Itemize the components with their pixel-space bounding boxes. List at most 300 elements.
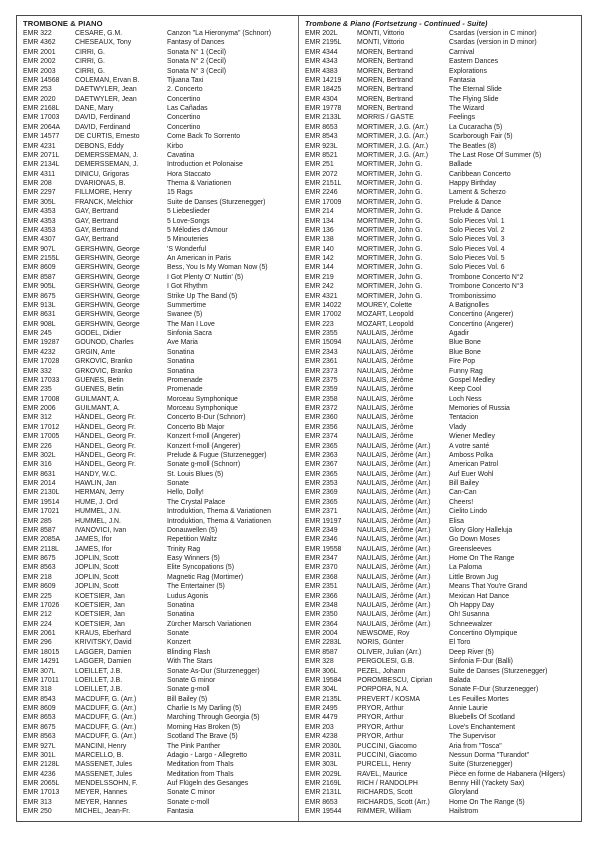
emr-number: EMR 4304 [305,95,338,103]
catalog-row [305,788,577,797]
emr-number: EMR 208 [23,180,52,187]
piece-title: Sonate C minor [167,789,215,797]
emr-number: EMR 2131L [305,789,342,797]
piece-title: Auf Flügeln des Gesanges [167,780,249,787]
piece-title: The Entertainer (5) [167,583,225,591]
catalog-row [305,132,577,141]
catalog-row [305,207,577,216]
composer-name: MORTIMER, John G. [357,226,423,234]
piece-title: Prelude & Dance [449,208,502,216]
piece-title: Feelings [449,114,476,122]
piece-title: 5 Mélodies d'Amour [167,226,228,234]
piece-title: La Cucaracha (5) [449,123,503,131]
emr-number: EMR 4343 [305,58,338,66]
catalog-row [23,235,294,244]
piece-title: Lament & Scherzo [449,189,506,197]
emr-number: EMR 302L [23,451,56,459]
composer-name: DINICU, Grigoras [75,170,129,178]
piece-title: Fantasia [167,808,194,816]
emr-number: EMR 2031L [305,751,342,759]
composer-name: GAY, Bertrand [75,208,119,216]
emr-number: EMR 2002 [23,58,56,66]
piece-title: Keep Cool [449,386,482,394]
emr-number: EMR 4236 [23,770,56,778]
composer-name: MOZART, Leopold [357,311,414,319]
piece-title: Elite Syncopations (5) [167,564,235,572]
column-right [299,16,581,821]
piece-title: Swanee (5) [167,311,203,319]
emr-number: EMR 301L [23,751,56,759]
catalog-row [305,273,577,282]
piece-title: Benny Hill (Yackety Sax) [449,780,525,787]
composer-name: CIRRI, G. [75,48,105,56]
emr-number: EMR 304L [305,686,338,694]
emr-number: EMR 2195L [305,39,342,47]
piece-title: Meditation from Thaïs [167,770,234,778]
catalog-row [23,329,294,338]
composer-name: NAULAIS, Jérôme [357,358,414,366]
composer-name: NAULAIS, Jérôme [357,367,414,375]
piece-title: Funny Rag [449,367,483,375]
column-left [17,16,299,821]
right-column-rows [305,29,577,817]
composer-name: HERMAN, Jerry [75,489,125,497]
catalog-row [305,498,577,507]
emr-number: EMR 2350 [305,611,338,619]
composer-name: GAY, Bertrand [75,226,119,234]
catalog-row [305,807,577,816]
composer-name: JOPLIN, Scott [75,573,119,581]
piece-title: Scarborough Fair (5) [449,133,513,141]
emr-number: EMR 2020 [23,95,56,103]
composer-name: DEBONS, Eddy [75,142,124,150]
piece-title: Little Brown Jug [449,573,499,581]
emr-number: EMR 2061 [23,630,56,637]
catalog-row [305,104,577,113]
emr-number: EMR 4344 [305,48,338,56]
composer-name: HÄNDEL, Georg Fr. [75,433,136,441]
emr-number: EMR 318 [23,686,52,694]
composer-name: HANDY, W.C. [75,470,117,478]
piece-title: 5 Liebeslieder [167,208,210,216]
emr-number: EMR 2355 [305,330,338,337]
emr-number: EMR 2071L [23,151,60,159]
catalog-row [23,488,294,497]
piece-title: Explorations [449,67,487,75]
emr-number: EMR 2297 [23,189,56,197]
emr-number: EMR 8587 [23,273,56,281]
piece-title: The Wizard [449,105,485,112]
piece-title: Solo Pieces Vol. 3 [449,236,505,244]
composer-name: FILLMORE, Henry [75,189,132,197]
composer-name: LOEILLET, J.B. [75,676,123,684]
catalog-row [305,676,577,685]
piece-title: Marching Through Georgia (5) [167,714,260,722]
piece-title: Blue Bone [449,339,481,347]
emr-number: EMR 8609 [23,705,56,712]
piece-title: Introduction et Polonaise [167,161,243,169]
emr-number: EMR 8543 [305,133,338,141]
piece-title: 5 Love-Songs [167,217,210,225]
piece-title: Strike Up The Band (5) [167,292,238,300]
composer-name: NAULAIS, Jérôme (Arr.) [357,620,431,628]
emr-number: EMR 17028 [23,358,60,366]
catalog-row [23,807,294,816]
composer-name: COLEMAN, Ervan B. [75,76,140,84]
piece-title: Fire Pop [449,358,476,366]
composer-name: DAETWYLER, Jean [75,86,137,94]
composer-name: MOZART, Leopold [357,320,414,328]
emr-number: EMR 2372 [305,405,338,412]
emr-number: EMR 2168L [23,105,60,112]
composer-name: MONTI, Vittorio [357,30,405,37]
composer-name: NAULAIS, Jérôme (Arr.) [357,536,431,544]
emr-number: EMR 4231 [23,142,56,150]
composer-name: PUCCINI, Giacomo [357,742,417,750]
right-column-header: Trombone & Piano (Fortsetzung - Continued - Suite) [305,19,488,28]
composer-name: NAULAIS, Jérôme [357,386,414,394]
piece-title: Sonatina [167,611,195,619]
emr-number: EMR 19558 [305,545,342,553]
catalog-row [23,592,294,601]
piece-title: Introduktion, Thema & Variationen [167,517,271,525]
emr-number: EMR 17012 [23,423,60,431]
composer-name: MACDUFF, G. (Arr.) [75,723,137,731]
emr-number: EMR 2135L [305,695,342,703]
piece-title: Sonata N° 3 (Cecil) [167,67,227,75]
piece-title: Les Feuilles Mortes [449,695,509,703]
emr-number: EMR 285 [23,517,52,525]
left-column-header: TROMBONE & PIANO [23,19,103,28]
catalog-row [23,657,294,666]
piece-title: The Beatles (8) [449,142,497,150]
piece-title: Elisa [449,517,464,525]
emr-number: EMR 251 [305,161,334,169]
catalog-row [23,442,294,451]
catalog-row [305,610,577,619]
emr-number: EMR 2343 [305,348,338,356]
composer-name: NAULAIS, Jérôme (Arr.) [357,611,431,619]
emr-number: EMR 14219 [305,76,342,84]
emr-number: EMR 2155L [23,255,60,262]
piece-title: Csardas (version in C minor) [449,30,537,37]
catalog-row [305,620,577,629]
emr-number: EMR 923L [305,142,338,150]
composer-name: OLIVER, Julian (Arr.) [357,648,422,656]
catalog-row [23,57,294,66]
catalog-row [305,329,577,338]
piece-title: Promenade [167,386,203,394]
emr-number: EMR 4479 [305,714,338,722]
piece-title: Ave Maria [167,339,198,347]
composer-name: GODEL, Didier [75,330,121,337]
composer-name: MOREN, Bertrand [357,58,413,66]
composer-name: GUILMANT, A. [75,395,120,403]
catalog-row [305,742,577,751]
catalog-border-box [16,15,582,822]
catalog-row [305,657,577,666]
composer-name: PEZEL, Johann [357,667,406,675]
catalog-row [305,57,577,66]
composer-name: RIMMER, William [357,808,411,816]
piece-title: Prelude & Dance [449,198,502,206]
composer-name: NAULAIS, Jérôme (Arr.) [357,564,431,572]
emr-number: EMR 316 [23,461,52,469]
composer-name: PREVERT / KOSMA [357,695,420,703]
composer-name: PRYOR, Arthur [357,733,404,741]
piece-title: Greensleeves [449,545,492,553]
catalog-row [305,798,577,807]
catalog-row [305,432,577,441]
composer-name: PRYOR, Arthur [357,723,404,731]
emr-number: EMR 235 [23,386,52,394]
catalog-row [23,282,294,291]
catalog-row [23,695,294,704]
piece-title: Sonate As-Dur (Sturzenegger) [167,667,260,675]
composer-name: HAWLIN, Jan [75,480,117,487]
catalog-row [23,779,294,788]
emr-number: EMR 8543 [23,695,56,703]
composer-name: HÄNDEL, Georg Fr. [75,414,136,422]
piece-title: A Batignolles [449,301,489,309]
composer-name: NAULAIS, Jérôme (Arr.) [357,489,431,497]
piece-title: Concerto Bb Major [167,423,225,431]
piece-title: Prelude & Fugue (Sturzenegger) [167,451,267,459]
catalog-row [23,770,294,779]
composer-name: KOETSIER, Jan [75,620,125,628]
emr-number: EMR 202L [305,30,338,37]
composer-name: NAULAIS, Jérôme (Arr.) [357,592,431,600]
catalog-row [23,507,294,516]
composer-name: MEYER, Hannes [75,789,128,797]
composer-name: MENDELSSOHN, F. [75,780,138,787]
composer-name: PUCCINI, Giacomo [357,751,417,759]
catalog-row [23,629,294,638]
catalog-row [23,376,294,385]
piece-title: A votre santé [449,442,490,450]
piece-title: The Man I Love [167,320,215,328]
composer-name: LAGGER, Damien [75,648,132,656]
emr-number: EMR 14291 [23,658,60,666]
piece-title: Concertino [167,114,201,122]
piece-title: Suite (Sturzenegger) [449,761,513,769]
composer-name: MORRIS / GASTE [357,114,414,122]
composer-name: CIRRI, G. [75,58,105,66]
emr-number: EMR 328 [305,658,334,666]
catalog-row [23,404,294,413]
composer-name: GERSHWIN, George [75,255,140,262]
emr-number: EMR 2128L [23,761,60,769]
catalog-row [305,723,577,732]
emr-number: EMR 305L [23,198,56,206]
piece-title: Cielito Lindo [449,508,487,516]
composer-name: POROMBESCU, Ciprian [357,676,433,684]
piece-title: Concertino (Angerer) [449,311,514,319]
composer-name: NAULAIS, Jérôme (Arr.) [357,451,431,459]
piece-title: Meditation from Thaïs [167,761,234,769]
catalog-row [305,226,577,235]
composer-name: MANCINI, Henry [75,742,127,750]
emr-number: EMR 15094 [305,339,342,347]
composer-name: IVANOVICI, Ivan [75,526,127,534]
emr-number: EMR 2346 [305,536,338,544]
catalog-row [23,38,294,47]
emr-number: EMR 8587 [305,648,338,656]
catalog-row [23,95,294,104]
composer-name: PERGOLESI, G.B. [357,658,415,666]
emr-number: EMR 2065L [23,780,60,787]
emr-number: EMR 250 [23,808,52,816]
emr-number: EMR 908L [23,320,56,328]
emr-number: EMR 17005 [23,433,60,441]
composer-name: LAGGER, Damien [75,658,132,666]
piece-title: Oh Happy Day [449,601,495,609]
catalog-row [23,151,294,160]
emr-number: EMR 306L [305,667,338,675]
composer-name: RAVEL, Maurice [357,770,408,778]
piece-title: The Crystal Palace [167,498,226,506]
piece-title: La Paloma [449,564,482,572]
catalog-row [305,488,577,497]
composer-name: MARCELLO, B. [75,751,124,759]
piece-title: Konzert [167,639,191,647]
piece-title: Trinity Rag [167,545,201,553]
composer-name: GERSHWIN, George [75,245,140,253]
emr-number: EMR 2029L [305,770,342,778]
catalog-row [305,95,577,104]
composer-name: GRKOVIC, Branko [75,367,133,375]
piece-title: Sinfonia F-Dur (Balli) [449,658,513,666]
piece-title: Concertino (Angerer) [449,320,514,328]
catalog-row [305,367,577,376]
composer-name: MOREN, Bertrand [357,95,413,103]
emr-number: EMR 2006 [23,405,56,412]
composer-name: GRKOVIC, Branko [75,358,133,366]
piece-title: Sonate g-moll (Schnorr) [167,461,241,469]
catalog-row [305,423,577,432]
piece-title: Pièce en forme de Habanera (Hilgers) [449,770,566,778]
catalog-row [305,638,577,647]
emr-number: EMR 2064A [23,123,61,131]
piece-title: Blue Bone [449,348,481,356]
catalog-row [23,526,294,535]
catalog-row [23,620,294,629]
composer-name: MORTIMER, John G. [357,189,423,197]
composer-name: PURCELL, Henry [357,761,411,769]
catalog-row [305,113,577,122]
emr-number: EMR 322 [23,30,52,37]
catalog-row [23,67,294,76]
piece-title: Tentacion [449,414,479,422]
composer-name: CESARE, G.M. [75,30,123,37]
piece-title: Sonate [167,630,189,637]
piece-title: Hailstrom [449,808,479,816]
composer-name: MASSENET, Jules [75,761,133,769]
catalog-row [305,751,577,760]
emr-number: EMR 19514 [23,498,60,506]
composer-name: KOETSIER, Jan [75,611,125,619]
catalog-row [23,798,294,807]
composer-name: GERSHWIN, George [75,273,140,281]
catalog-row [305,254,577,263]
composer-name: MORTIMER, John G. [357,170,423,178]
composer-name: MORTIMER, John G. [357,292,423,300]
piece-title: Trombone Concerto N°3 [449,283,524,291]
catalog-row [23,432,294,441]
catalog-row [23,338,294,347]
catalog-row [23,29,294,38]
piece-title: El Toro [449,639,471,647]
composer-name: KRAUS, Eberhard [75,630,131,637]
catalog-row [305,479,577,488]
composer-name: GUENES, Betin [75,386,124,394]
catalog-row [23,667,294,676]
emr-number: EMR 140 [305,245,334,253]
composer-name: GAY, Bertrand [75,217,119,225]
composer-name: GAY, Bertrand [75,236,119,244]
emr-number: EMR 4238 [305,733,338,741]
emr-number: EMR 14577 [23,133,60,141]
piece-title: Sonate c-moll [167,798,210,806]
emr-number: EMR 19287 [23,339,60,347]
emr-number: EMR 253 [23,86,52,94]
catalog-row [305,85,577,94]
piece-title: Memories of Russia [449,405,510,412]
emr-number: EMR 905L [23,283,56,291]
composer-name: MORTIMER, John G. [357,273,423,281]
catalog-row [305,282,577,291]
composer-name: NAULAIS, Jérôme (Arr.) [357,498,431,506]
catalog-row [305,713,577,722]
composer-name: MACDUFF, G. (Arr.) [75,705,137,712]
catalog-row [23,554,294,563]
catalog-row [305,160,577,169]
emr-number: EMR 14568 [23,76,60,84]
composer-name: CHESEAUX, Tony [75,39,132,47]
emr-number: EMR 8653 [305,798,338,806]
emr-number: EMR 2375 [305,376,338,384]
emr-number: EMR 2371 [305,508,338,516]
emr-number: EMR 2495 [305,705,338,712]
composer-name: GERSHWIN, George [75,320,140,328]
piece-title: The Supervisor [449,733,496,741]
emr-number: EMR 296 [23,639,52,647]
composer-name: NAULAIS, Jérôme [357,414,414,422]
piece-title: Morceau Symphonique [167,405,238,412]
composer-name: LOEILLET, J.B. [75,686,123,694]
emr-number: EMR 2246 [305,189,338,197]
catalog-row [23,704,294,713]
composer-name: DEMERSSEMAN, J. [75,161,139,169]
catalog-row [305,695,577,704]
piece-title: Tijuana Taxi [167,76,204,84]
catalog-row [23,676,294,685]
catalog-row [23,226,294,235]
emr-number: EMR 8587 [23,526,56,534]
catalog-row [305,151,577,160]
piece-title: The Flying Slide [449,95,499,103]
catalog-row [23,198,294,207]
composer-name: MEYER, Hannes [75,798,128,806]
emr-number: EMR 2359 [305,386,338,394]
emr-number: EMR 2368 [305,573,338,581]
emr-number: EMR 17011 [23,676,59,684]
piece-title: Morceau Symphonique [167,395,238,403]
emr-number: EMR 17003 [23,114,60,122]
catalog-row [23,451,294,460]
composer-name: HUMMEL, J.N. [75,508,121,516]
catalog-row [305,554,577,563]
